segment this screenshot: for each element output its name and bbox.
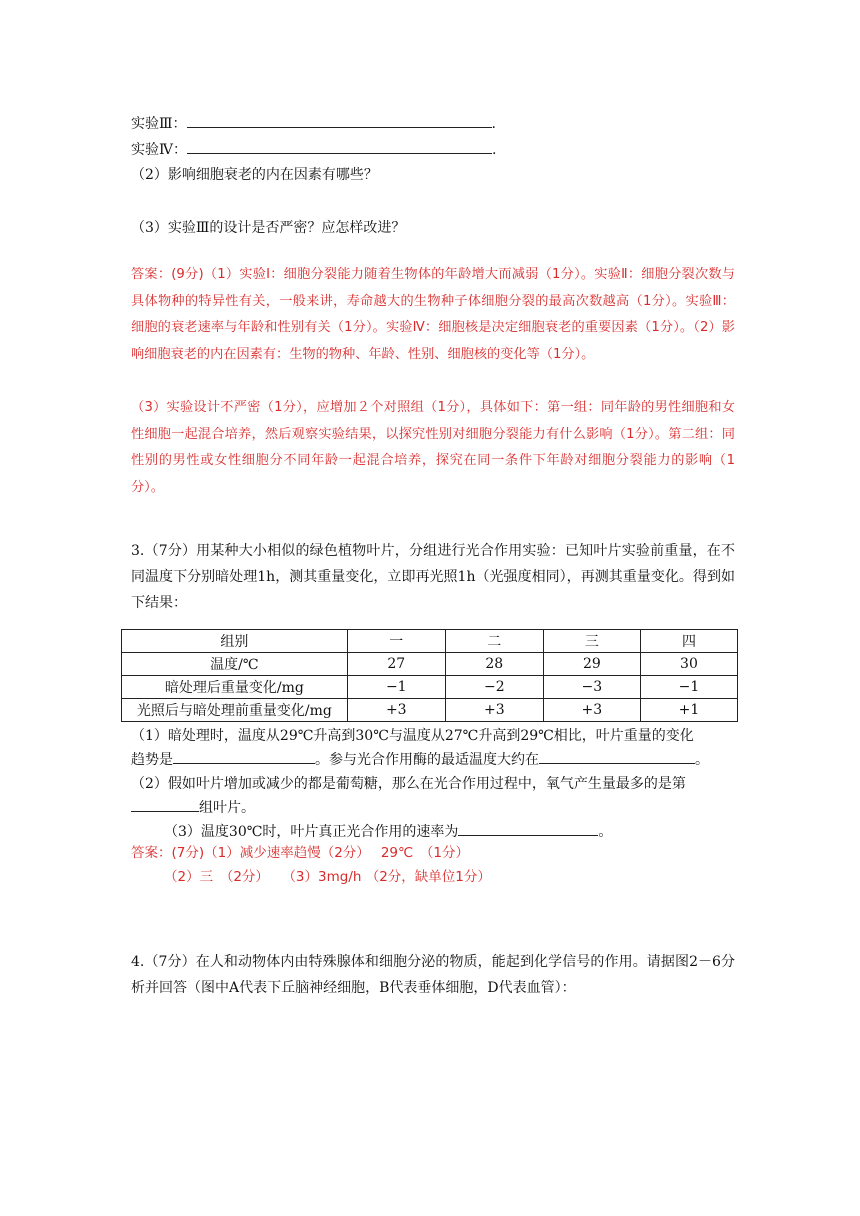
table-cell: −1: [640, 676, 737, 699]
line-end: .: [492, 142, 497, 158]
sub-question-1-line-a: （1）暗处理时，温度从29℃升高到30℃与温度从27℃升高到29℃相比，叶片重量的变化: [131, 728, 694, 744]
table-header-cell: 二: [445, 630, 543, 653]
answer-blank[interactable]: [458, 823, 598, 836]
answer-block-2: （3）实验设计不严密（1分），应增加２个对照组（1分），具体如下：第一组：同年龄的男性细胞和女性细胞一起混合培养，然后观察实验结果，以探究性别对细胞分裂能力有什么影响（1分）。第二组：同性别的男性或女性细胞分不同年龄一起混合培养，探究在同一条件下年龄对细胞分裂能力的影响（1分）。: [131, 400, 735, 495]
table-header-cell: 四: [640, 630, 737, 653]
results-table: [121, 629, 738, 722]
sub-question-3-line: [164, 821, 612, 841]
table-cell: 28: [445, 653, 543, 676]
question-internal-factors: （2）影响细胞衰老的内在因素有哪些？: [131, 167, 378, 183]
table-row: [122, 676, 738, 699]
question-3-answer-1: 答案：(7分)（1）减少速率趋慢（2分） 29℃ （1分）: [131, 845, 470, 861]
table-cell: +3: [543, 699, 640, 722]
experiment-3-label: 实验Ⅲ：: [131, 116, 187, 132]
answer-blank[interactable]: [131, 799, 199, 812]
table-cell: −3: [543, 676, 640, 699]
table-cell: +3: [445, 699, 543, 722]
line-end: 。: [695, 752, 709, 768]
sub-question-1-line-b: [131, 749, 709, 769]
table-row: [122, 699, 738, 722]
question-4-stem: 4.（7分）在人和动物体内由特殊腺体和细胞分泌的物质，能起到化学信号的作用。请据图2－6分析并回答（图中A代表下丘脑神经细胞，B代表垂体细胞，D代表血管）：: [131, 954, 735, 996]
table-cell: 29: [543, 653, 640, 676]
table-row: [122, 653, 738, 676]
table-cell: 27: [347, 653, 445, 676]
answer-blank[interactable]: [173, 751, 315, 764]
sub-question-2-line-b: [131, 797, 255, 817]
table-cell: +3: [347, 699, 445, 722]
table-cell: +1: [640, 699, 737, 722]
table-cell: 暗处理后重量变化/mg: [122, 676, 348, 699]
table-cell: −2: [445, 676, 543, 699]
table-cell: −1: [347, 676, 445, 699]
sub-question-2-line-a: （2）假如叶片增加或减少的都是葡萄糖，那么在光合作用过程中，氧气产生量最多的是第: [131, 776, 686, 792]
table-header-row: [122, 630, 738, 653]
table-cell: 30: [640, 653, 737, 676]
experiment-4-label: 实验Ⅳ：: [131, 142, 187, 158]
question-3-answer-2: （2）三 （2分） （3）3mg/h （2分，缺单位1分）: [164, 869, 491, 885]
answer-blank[interactable]: [187, 115, 492, 128]
line-end: 。: [598, 824, 613, 840]
table-header-cell: 三: [543, 630, 640, 653]
sub-question-1-text: 趋势是: [131, 752, 173, 768]
answer-blank[interactable]: [187, 141, 492, 154]
question-design-rigor: （3）实验Ⅲ的设计是否严密？应怎样改进？: [131, 220, 406, 236]
sub-question-3-text: （3）温度30℃时，叶片真正光合作用的速率为: [164, 824, 459, 840]
table-header-cell: 组别: [122, 630, 348, 653]
question-3-stem: 3.（7分）用某种大小相似的绿色植物叶片，分组进行光合作用实验：已知叶片实验前重量，在不同温度下分别暗处理1h，测其重量变化，立即再光照1h（光强度相同），再测其重量变化。得到如下结果：: [131, 543, 735, 611]
answer-blank[interactable]: [539, 751, 695, 764]
table-cell: 温度/℃: [122, 653, 348, 676]
sub-question-1-text: 。参与光合作用酶的最适温度大约在: [315, 752, 539, 768]
experiment-3-line: [131, 113, 496, 133]
table-cell: 光照后与暗处理前重量变化/mg: [122, 699, 348, 722]
table-header-cell: 一: [347, 630, 445, 653]
line-end: .: [491, 116, 496, 132]
experiment-4-line: [131, 139, 496, 159]
sub-question-2-text: 组叶片。: [199, 800, 255, 816]
answer-block-1: 答案：(9分)（1）实验Ⅰ：细胞分裂能力随着生物体的年龄增大而减弱（1分）。实验Ⅱ：细胞分裂次数与具体物种的特异性有关，一般来讲，寿命越大的生物种子体细胞分裂的最高次数越高（1分）。实验Ⅲ：细胞的衰老速率与年龄和性别有关（1分）。实验Ⅳ：细胞核是决定细胞衰老的重要因素（1分）。（2）影响细胞衰老的内在因素有：生物的物种、年龄、性别、细胞核的变化等（1分）。: [131, 267, 735, 362]
